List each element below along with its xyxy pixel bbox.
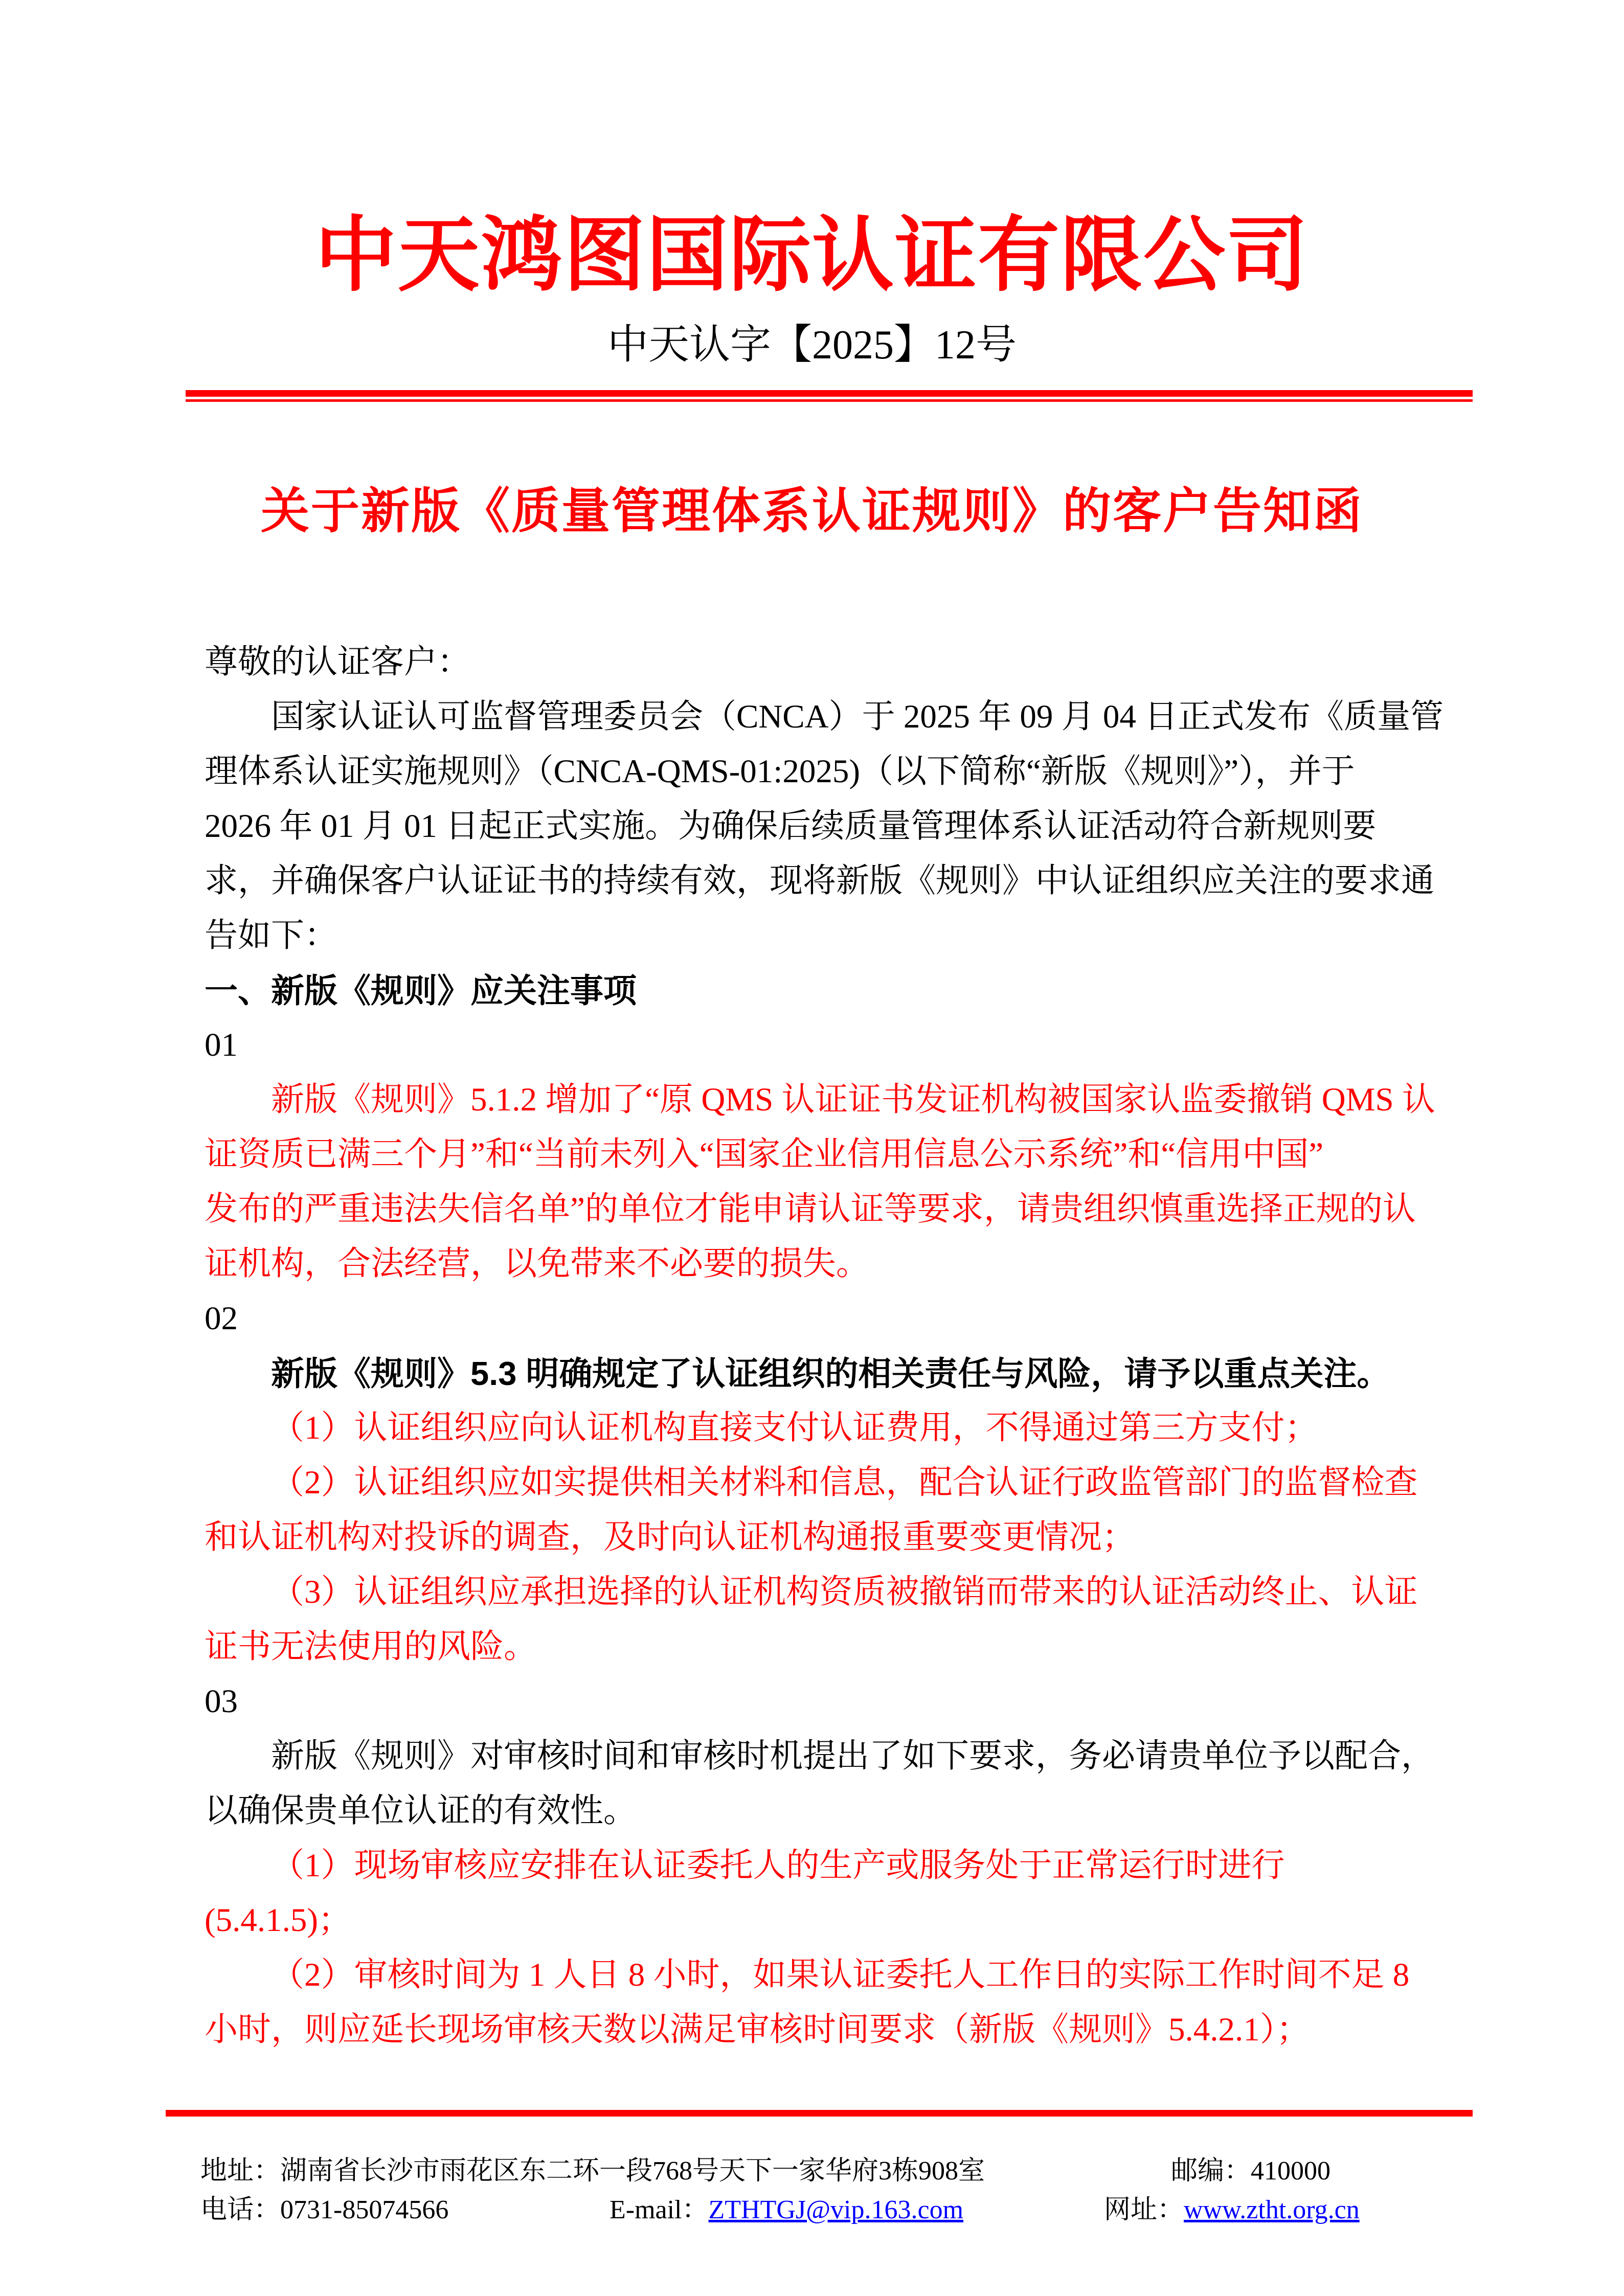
body-line: （1）现场审核应安排在认证委托人的生产或服务处于正常运行时进行 <box>271 1847 1285 1884</box>
footer-rule <box>166 2110 1473 2117</box>
body-line: 证机构，合法经营，以免带来不必要的损失。 <box>205 1245 870 1282</box>
body-line: 新版《规则》5.1.2 增加了“原 QMS 认证证书发证机构被国家认监委撤销 QMS 认 <box>271 1081 1435 1118</box>
footer-phone <box>200 2192 448 2228</box>
body-text <box>205 635 1447 2057</box>
body-line: 2026 年 01 月 01 日起正式实施。为确保后续质量管理体系认证活动符合新规则要 <box>205 808 1377 845</box>
body-line: （2）认证组织应如实提供相关材料和信息，配合认证行政监管部门的监督检查 <box>271 1464 1418 1501</box>
body-line: 发布的严重违法失信名单”的单位才能申请认证等要求，请贵组织慎重选择正规的认 <box>205 1191 1416 1227</box>
item-number-02: 02 <box>205 1300 238 1337</box>
letterhead-rule-thin <box>186 399 1473 402</box>
footer-address <box>200 2153 985 2189</box>
item-number-03: 03 <box>205 1683 238 1720</box>
email-label: E-mail： <box>610 2195 709 2224</box>
body-line: 求，并确保客户认证证书的持续有效，现将新版《规则》中认证组织应关注的要求通 <box>205 862 1435 899</box>
body-line: (5.4.1.5)； <box>205 1902 352 1939</box>
footer-website <box>1104 2192 1360 2228</box>
salutation: 尊敬的认证客户： <box>205 644 471 680</box>
website-label: 网址： <box>1104 2195 1184 2224</box>
phone-label: 电话： <box>200 2195 281 2224</box>
body-line: 证资质已满三个月”和“当前未列入“国家企业信用信息公示系统”和“信用中国” <box>205 1136 1324 1173</box>
item-number-01: 01 <box>205 1027 238 1063</box>
postcode-label: 邮编： <box>1171 2156 1251 2186</box>
company-title: 中天鸿图国际认证有限公司 <box>314 210 1309 301</box>
body-line: 国家认证认可监督管理委员会（CNCA）于 2025 年 09 月 04 日正式发布《质量管 <box>271 698 1444 735</box>
phone-value: 0731-85074566 <box>280 2195 449 2224</box>
body-line-bold: 新版《规则》5.3 明确规定了认证组织的相关责任与风险，请予以重点关注。 <box>271 1355 1390 1392</box>
address-label: 地址： <box>200 2156 281 2186</box>
section-heading: 一、新版《规则》应关注事项 <box>205 972 637 1009</box>
website-link[interactable]: www.ztht.org.cn <box>1184 2195 1360 2224</box>
body-line: （1）认证组织应向认证机构直接支付认证费用，不得通过第三方支付； <box>271 1410 1318 1446</box>
body-line: 理体系认证实施规则》（CNCA-QMS-01:2025)（以下简称“新版《规则》”），并于 <box>205 753 1355 790</box>
body-line: 证书无法使用的风险。 <box>205 1628 537 1665</box>
footer-email <box>610 2192 963 2228</box>
email-link[interactable]: ZTHTGJ@vip.163.com <box>708 2195 964 2224</box>
body-line: 和认证机构对投诉的调查，及时向认证机构通报重要变更情况； <box>205 1519 1136 1556</box>
body-line: （3）认证组织应承担选择的认证机构资质被撤销而带来的认证活动终止、认证 <box>271 1574 1418 1610</box>
address-value: 湖南省长沙市雨花区东二环一段768号天下一家华府3栋908室 <box>280 2156 985 2186</box>
body-line: （2）审核时间为 1 人日 8 小时，如果认证委托人工作日的实际工作时间不足 8 <box>271 1957 1410 1993</box>
footer-postcode <box>1171 2153 1330 2189</box>
body-line: 新版《规则》对审核时间和审核时机提出了如下要求，务必请贵单位予以配合， <box>271 1738 1435 1775</box>
body-line: 小时，则应延长现场审核天数以满足审核时间要求（新版《规则》5.4.2.1）； <box>205 2011 1310 2048</box>
body-line: 告如下： <box>205 917 338 954</box>
doc-number: 中天认字【2025】12号 <box>607 323 1017 368</box>
letterhead-rule-thick <box>186 390 1473 397</box>
postcode-value: 410000 <box>1251 2156 1331 2186</box>
body-line: 以确保贵单位认证的有效性。 <box>205 1792 637 1829</box>
subject-heading: 关于新版《质量管理体系认证规则》的客户告知函 <box>260 484 1363 538</box>
